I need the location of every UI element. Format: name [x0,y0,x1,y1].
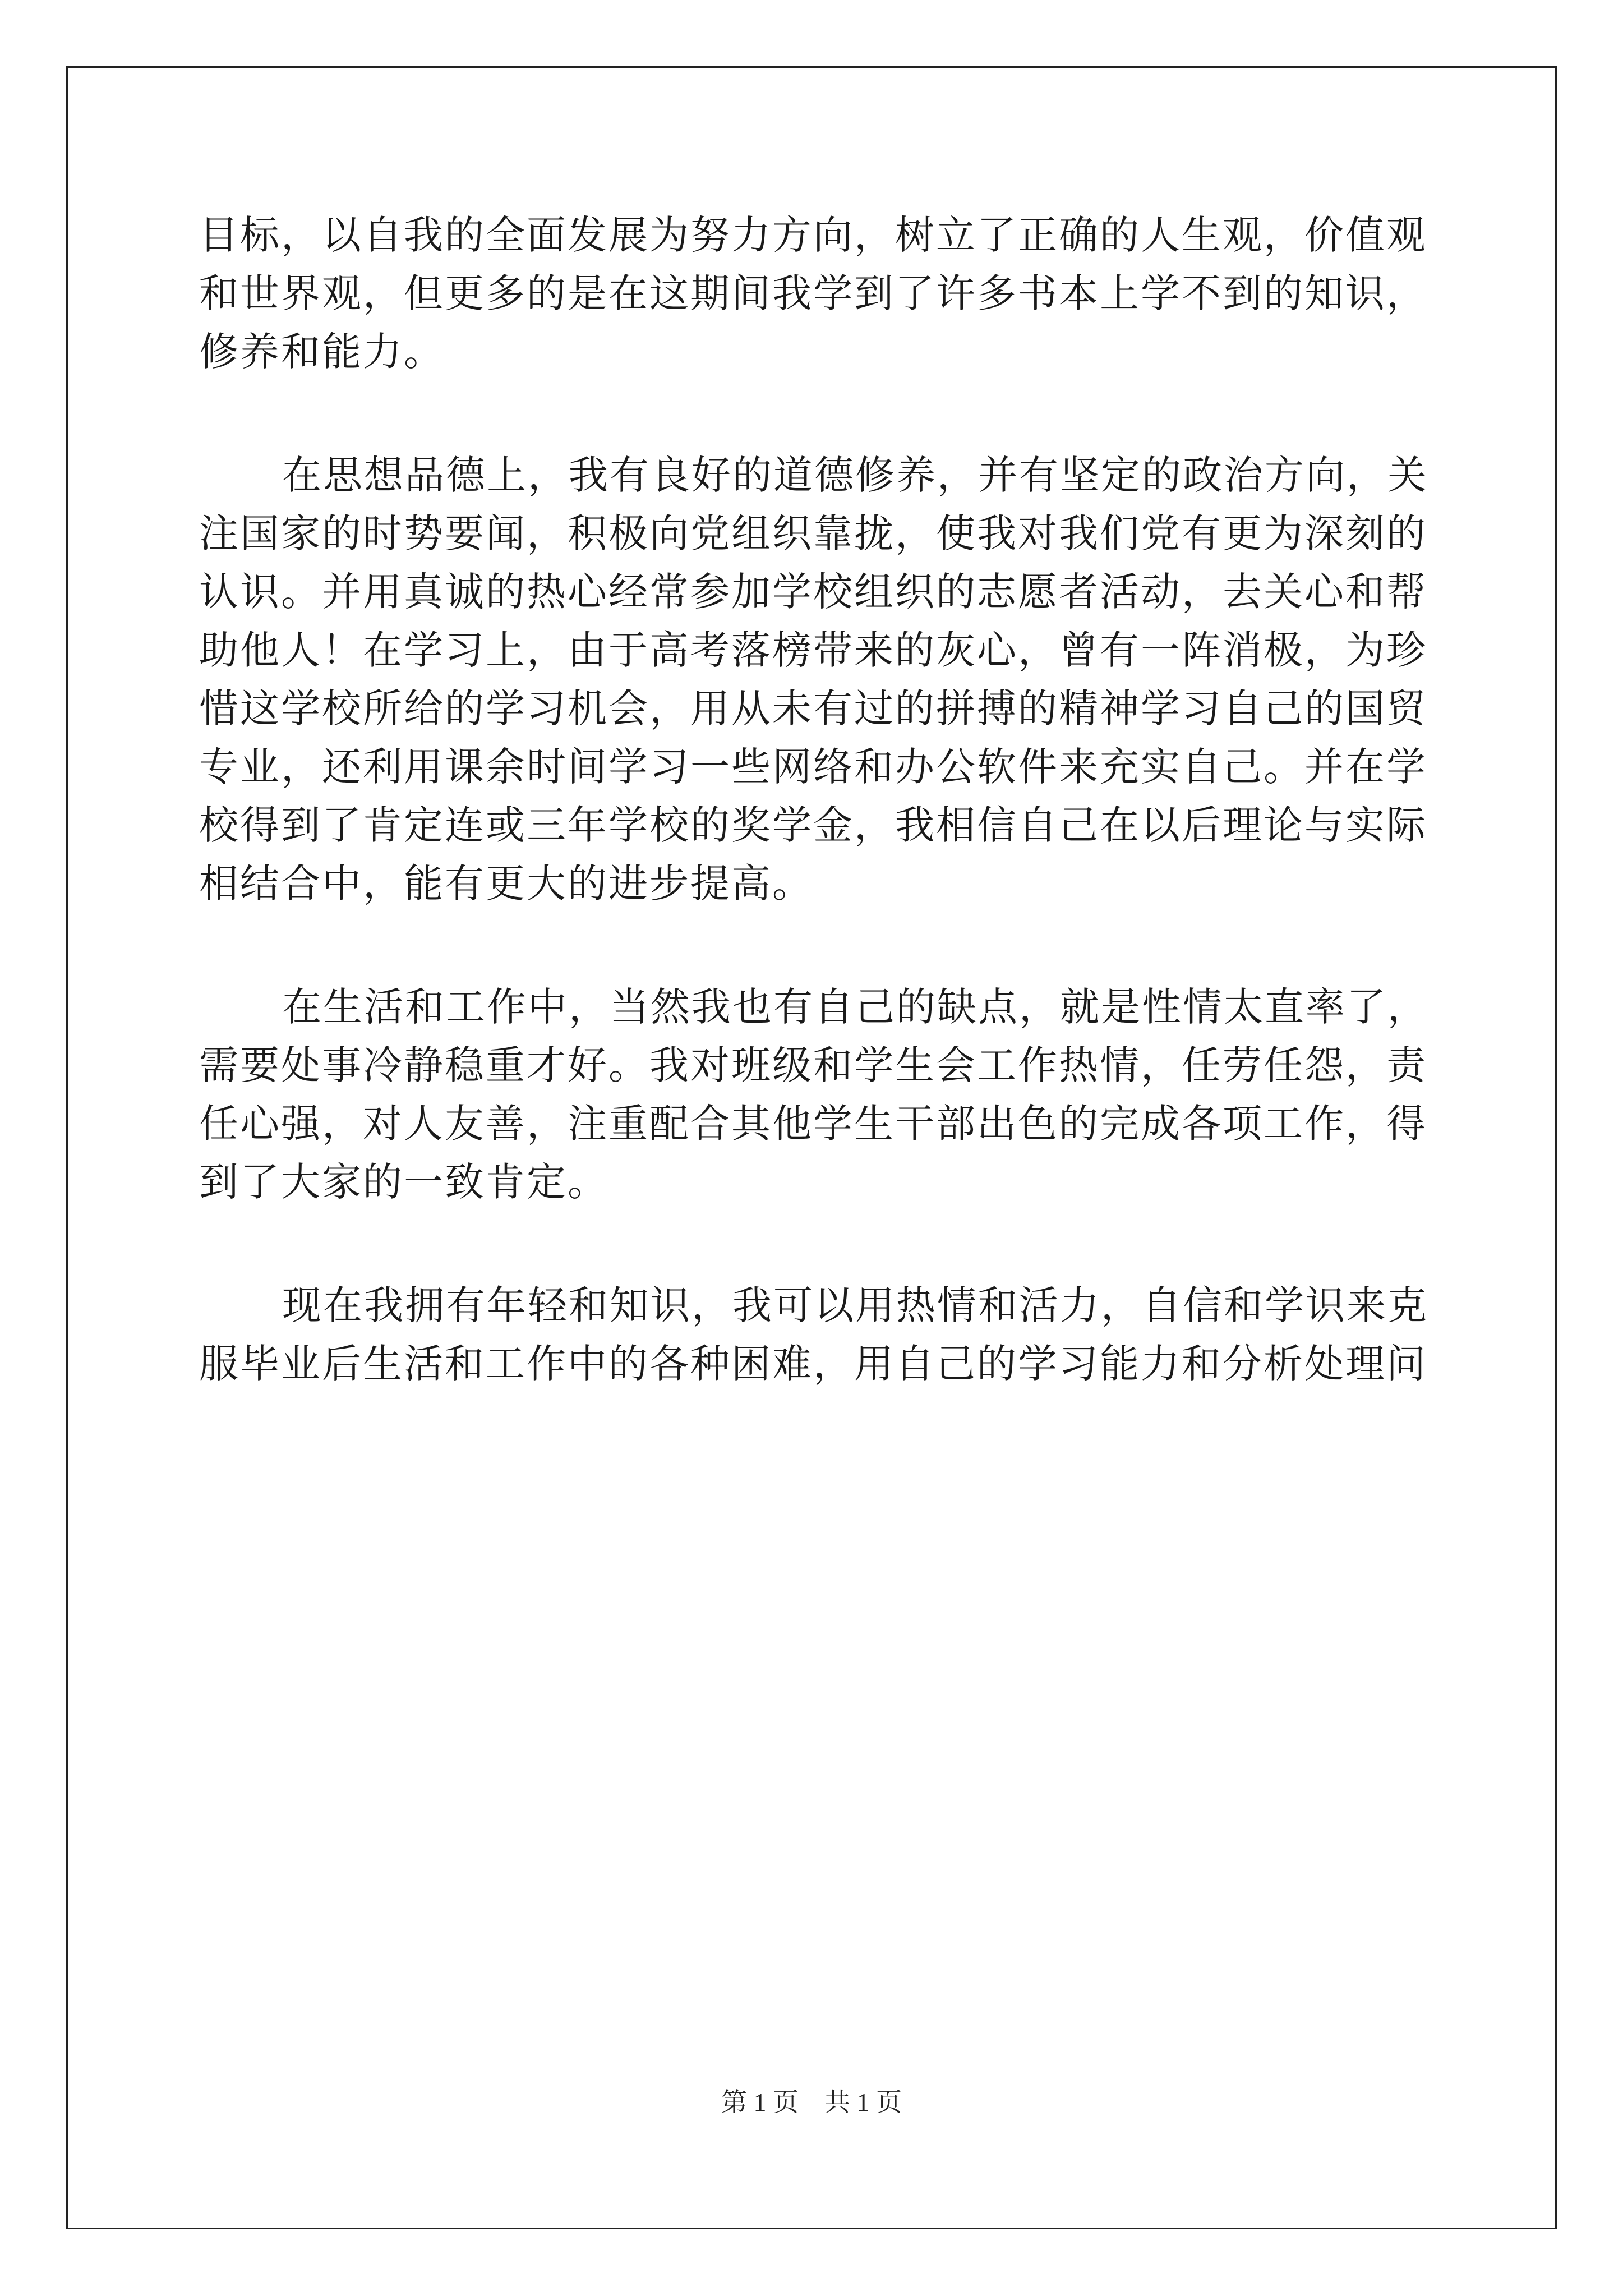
text-line: 到了大家的一致肯定。 [199,1159,608,1205]
document-body [199,206,1430,1393]
text-line: 目标，以自我的全面发展为努力方向，树立了正确的人生观，价值观 [199,212,1427,258]
text-line: 惜这学校所给的学习机会，用从未有过的拼搏的精神学习自己的国贸 [199,685,1427,731]
text-line: 在生活和工作中，当然我也有自己的缺点，就是性情太直率了， [282,984,1428,1030]
text-line: 专业，还利用课余时间学习一些网络和办公软件来充实自己。并在学 [199,744,1427,790]
text-line: 校得到了肯定连或三年学校的奖学金，我相信自己在以后理论与实际 [199,802,1427,848]
paragraph [199,446,1430,913]
paragraph [199,206,1430,381]
text-line: 认识。并用真诚的热心经常参加学校组织的志愿者活动，去关心和帮 [199,569,1427,615]
text-line: 和世界观，但更多的是在这期间我学到了许多书本上学不到的知识， [199,270,1427,316]
page-number-footer: 第 1 页 共 1 页 [721,2088,902,2116]
text-line: 相结合中，能有更大的进步提高。 [199,861,813,907]
paragraph [199,978,1430,1211]
text-line: 修养和能力。 [199,329,445,375]
text-line: 服毕业后生活和工作中的各种困难，用自己的学习能力和分析处理问 [199,1341,1427,1387]
text-line: 现在我拥有年轻和知识，我可以用热情和活力，自信和学识来克 [282,1282,1428,1328]
text-line: 在思想品德上，我有良好的道德修养，并有坚定的政治方向，关 [282,452,1428,498]
paragraph [199,1276,1430,1393]
text-line: 任心强，对人友善，注重配合其他学生干部出色的完成各项工作，得 [199,1101,1427,1147]
text-line: 助他人！在学习上，由于高考落榜带来的灰心，曾有一阵消极，为珍 [199,627,1427,673]
text-line: 需要处事冷静稳重才好。我对班级和学生会工作热情，任劳任怨，责 [199,1042,1427,1088]
text-line: 注国家的时势要闻，积极向党组织靠拢，使我对我们党有更为深刻的 [199,510,1427,556]
